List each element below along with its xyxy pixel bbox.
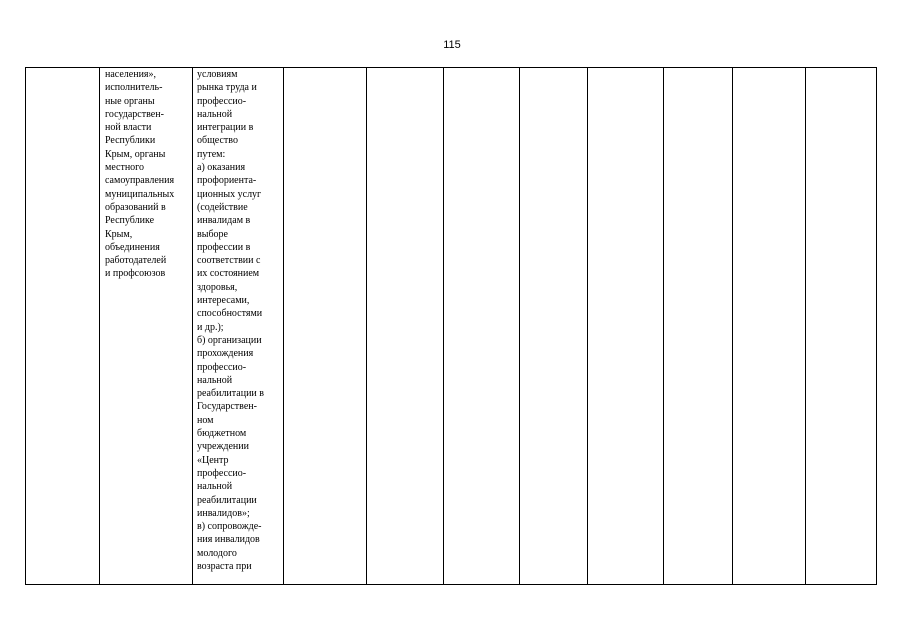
table-cell-empty (664, 68, 733, 585)
text-line: рынка труда и (197, 82, 257, 94)
text-line: работодателей (105, 255, 167, 267)
text-line: интеграции в (197, 122, 254, 134)
page-number: 115 (443, 39, 461, 51)
text-line: (содействие (197, 201, 248, 213)
text-line: нальной (197, 374, 233, 386)
table-cell-1 (26, 68, 100, 585)
text-line: профессио- (197, 361, 247, 373)
text-line: учреждении (197, 441, 249, 453)
text-line: ном (197, 414, 214, 426)
text-line: профориента- (197, 175, 257, 187)
text-line: образований в (105, 201, 166, 213)
table-cell-empty (444, 68, 520, 585)
text-line: соответствии с (197, 255, 261, 267)
text-line: населения», (105, 69, 157, 80)
text-line: «Центр (197, 454, 229, 466)
text-line: бюджетном (197, 428, 247, 440)
text-line: и профсоюзов (105, 268, 166, 280)
text-line: Республике (105, 215, 155, 227)
text-line: государствен- (105, 108, 164, 120)
text-line: в) сопровожде- (197, 521, 262, 533)
text-line: профессии в (197, 241, 251, 253)
text-line: общество (197, 135, 238, 147)
text-line: ные органы (105, 95, 155, 107)
text-line: инвалидам в (197, 215, 251, 227)
text-line: муниципальных (105, 188, 175, 200)
document-table (25, 67, 877, 585)
text-line: а) оказания (197, 162, 246, 174)
table-cell-empty (284, 68, 367, 585)
text-line: профессио- (197, 467, 247, 479)
text-line: профессио- (197, 95, 247, 107)
text-line: Крым, органы (105, 148, 166, 160)
table-cell-empty (806, 68, 877, 585)
text-line: Крым, (105, 228, 133, 240)
table-cell-responsible-parties (100, 68, 193, 585)
text-line: Государствен- (197, 401, 257, 413)
text-line: возраста при (197, 560, 252, 572)
text-line: объединения (105, 241, 160, 253)
measures-text (193, 68, 283, 573)
table-cell-empty (520, 68, 588, 585)
text-line: реабилитации (197, 494, 257, 506)
text-line: самоуправления (105, 175, 175, 187)
text-line: нальной (197, 108, 233, 120)
text-line: нальной (197, 481, 233, 493)
table-cell-empty (733, 68, 806, 585)
text-line: местного (105, 162, 145, 174)
text-line: путем: (197, 148, 226, 160)
text-line: ной власти (105, 122, 152, 134)
text-line: способностями (197, 308, 263, 320)
text-line: исполнитель- (105, 82, 163, 94)
text-line: ционных услуг (197, 188, 262, 200)
text-line: выборе (197, 228, 228, 240)
text-line: ния инвалидов (197, 534, 260, 546)
responsible-parties-text (100, 68, 192, 281)
text-line: молодого (197, 547, 237, 559)
text-line: прохождения (197, 348, 254, 360)
text-line: интересами, (197, 295, 250, 307)
text-line: их состоянием (197, 268, 260, 280)
table-cell-measures (193, 68, 284, 585)
table-cell-empty (367, 68, 444, 585)
text-line: б) организации (197, 334, 262, 346)
text-line: условиям (197, 69, 238, 80)
text-line: здоровья, (197, 281, 238, 293)
table-cell-empty (588, 68, 664, 585)
table-row (26, 68, 877, 585)
text-line: инвалидов»; (197, 507, 250, 519)
text-line: и др.); (197, 321, 224, 333)
text-line: реабилитации в (197, 388, 264, 400)
text-line: Республики (105, 135, 156, 147)
